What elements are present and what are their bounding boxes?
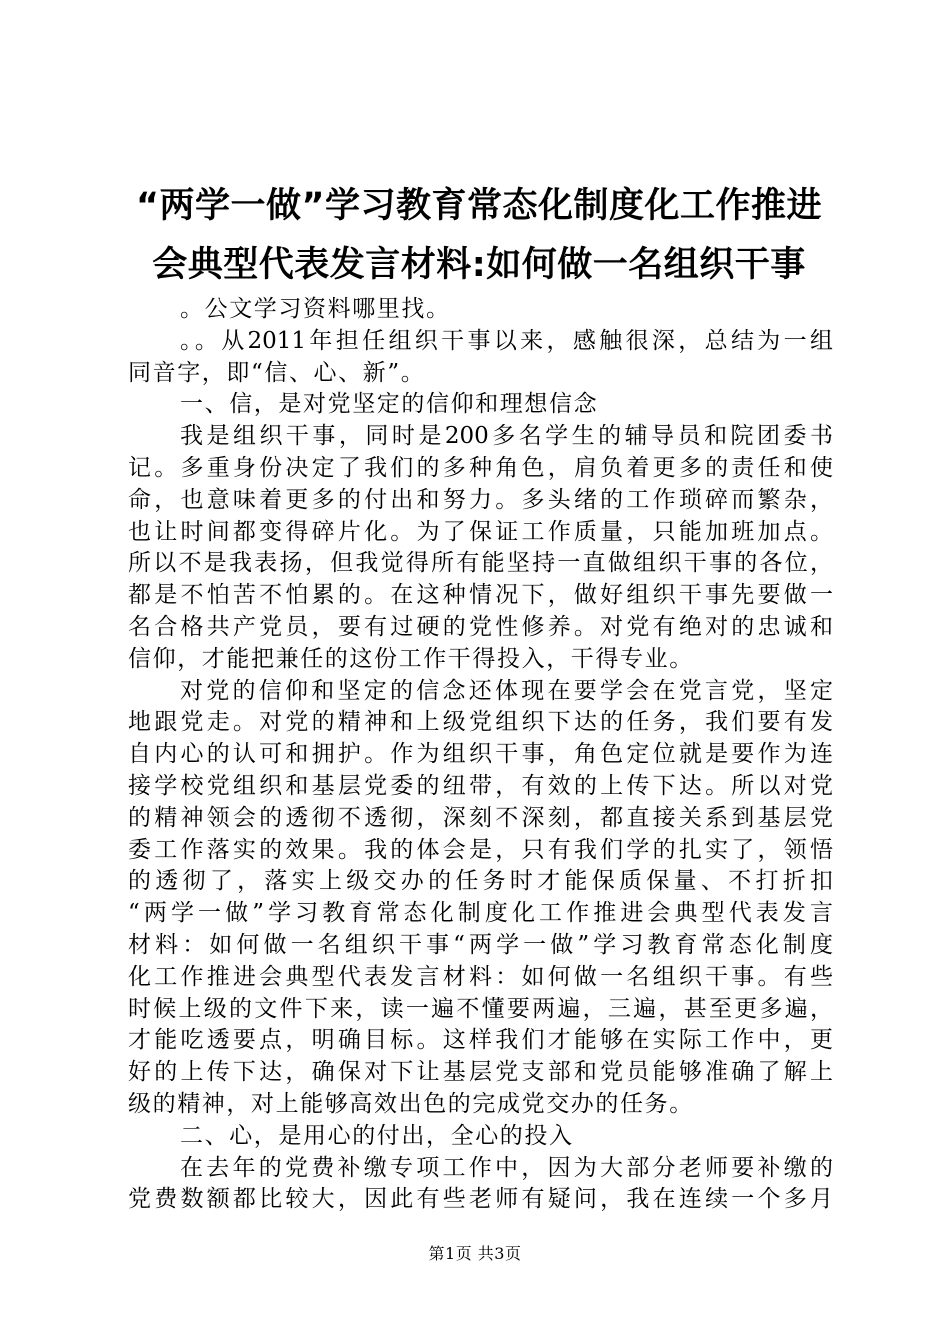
body-text-line: 都是不怕苦不怕累的。在这种情况下，做好组织干事先要做一 (128, 582, 833, 609)
body-text-line: “两学一做”学习教育常态化制度化工作推进会典型代表发言 (128, 900, 833, 927)
body-text-line: 好的上传下达，确保对下让基层党支部和党员能够准确了解上 (128, 1059, 833, 1086)
body-text-line: 材料：如何做一名组织干事“两学一做”学习教育常态化制度 (128, 931, 833, 958)
document-body (128, 294, 833, 1216)
body-text-line: 命，也意味着更多的付出和努力。多头绪的工作琐碎而繁杂， (128, 486, 833, 513)
body-text-line: 同音字，即“信、心、新”。 (128, 359, 426, 386)
body-text-line: 我是组织干事，同时是200多名学生的辅导员和院团委书 (180, 423, 833, 450)
body-text-line: 党费数额都比较大，因此有些老师有疑问，我在连续一个多月 (128, 1186, 833, 1213)
body-text-line: 。。从2011年担任组织干事以来，感触很深，总结为一组 (180, 327, 833, 354)
body-text-line: 记。多重身份决定了我们的多种角色，肩负着更多的责任和使 (128, 454, 833, 481)
body-text-line: 的精神领会的透彻不透彻，深刻不深刻，都直接关系到基层党 (128, 804, 833, 831)
body-text-line: 一、信，是对党坚定的信仰和理想信念 (180, 391, 599, 418)
document-title-line-1: “两学一做”学习教育常态化制度化工作推进 (135, 186, 822, 226)
body-text-line: 信仰，才能把兼任的这份工作干得投入，干得专业。 (128, 645, 694, 672)
body-text-line: 在去年的党费补缴专项工作中，因为大部分老师要补缴的 (180, 1154, 833, 1181)
body-text-line: 委工作落实的效果。我的体会是，只有我们学的扎实了，领悟 (128, 836, 833, 863)
body-text-line: 对党的信仰和坚定的信念还体现在要学会在党言党，坚定 (180, 677, 833, 704)
document-title-line-2: 会典型代表发言材料:如何做一名组织干事 (152, 245, 806, 285)
body-text-line: 才能吃透要点，明确目标。这样我们才能够在实际工作中，更 (128, 1027, 833, 1054)
body-text-line: 。公文学习资料哪里找。 (180, 296, 451, 322)
body-text-line: 也让时间都变得碎片化。为了保证工作质量，只能加班加点。 (128, 518, 833, 545)
page-footer: 第1页 共3页 (428, 1244, 522, 1263)
body-text-line: 二、心，是用心的付出，全心的投入 (180, 1122, 574, 1149)
body-text-line: 所以不是我表扬，但我觉得所有能坚持一直做组织干事的各位， (128, 550, 833, 577)
body-text-line: 地跟党走。对党的精神和上级党组织下达的任务，我们要有发 (128, 709, 833, 736)
body-text-line: 级的精神，对上能够高效出色的完成党交办的任务。 (128, 1090, 694, 1117)
body-text-line: 名合格共产党员，要有过硬的党性修养。对党有绝对的忠诚和 (128, 613, 833, 640)
body-text-line: 化工作推进会典型代表发言材料：如何做一名组织干事。有些 (128, 963, 833, 990)
body-text-line: 的透彻了，落实上级交办的任务时才能保质保量、不打折扣 (128, 868, 833, 895)
body-text-line: 时候上级的文件下来，读一遍不懂要两遍，三遍，甚至更多遍， (128, 995, 833, 1022)
body-text-line: 接学校党组织和基层党委的纽带，有效的上传下达。所以对党 (128, 772, 833, 799)
body-text-line: 自内心的认可和拥护。作为组织干事，角色定位就是要作为连 (128, 741, 833, 768)
